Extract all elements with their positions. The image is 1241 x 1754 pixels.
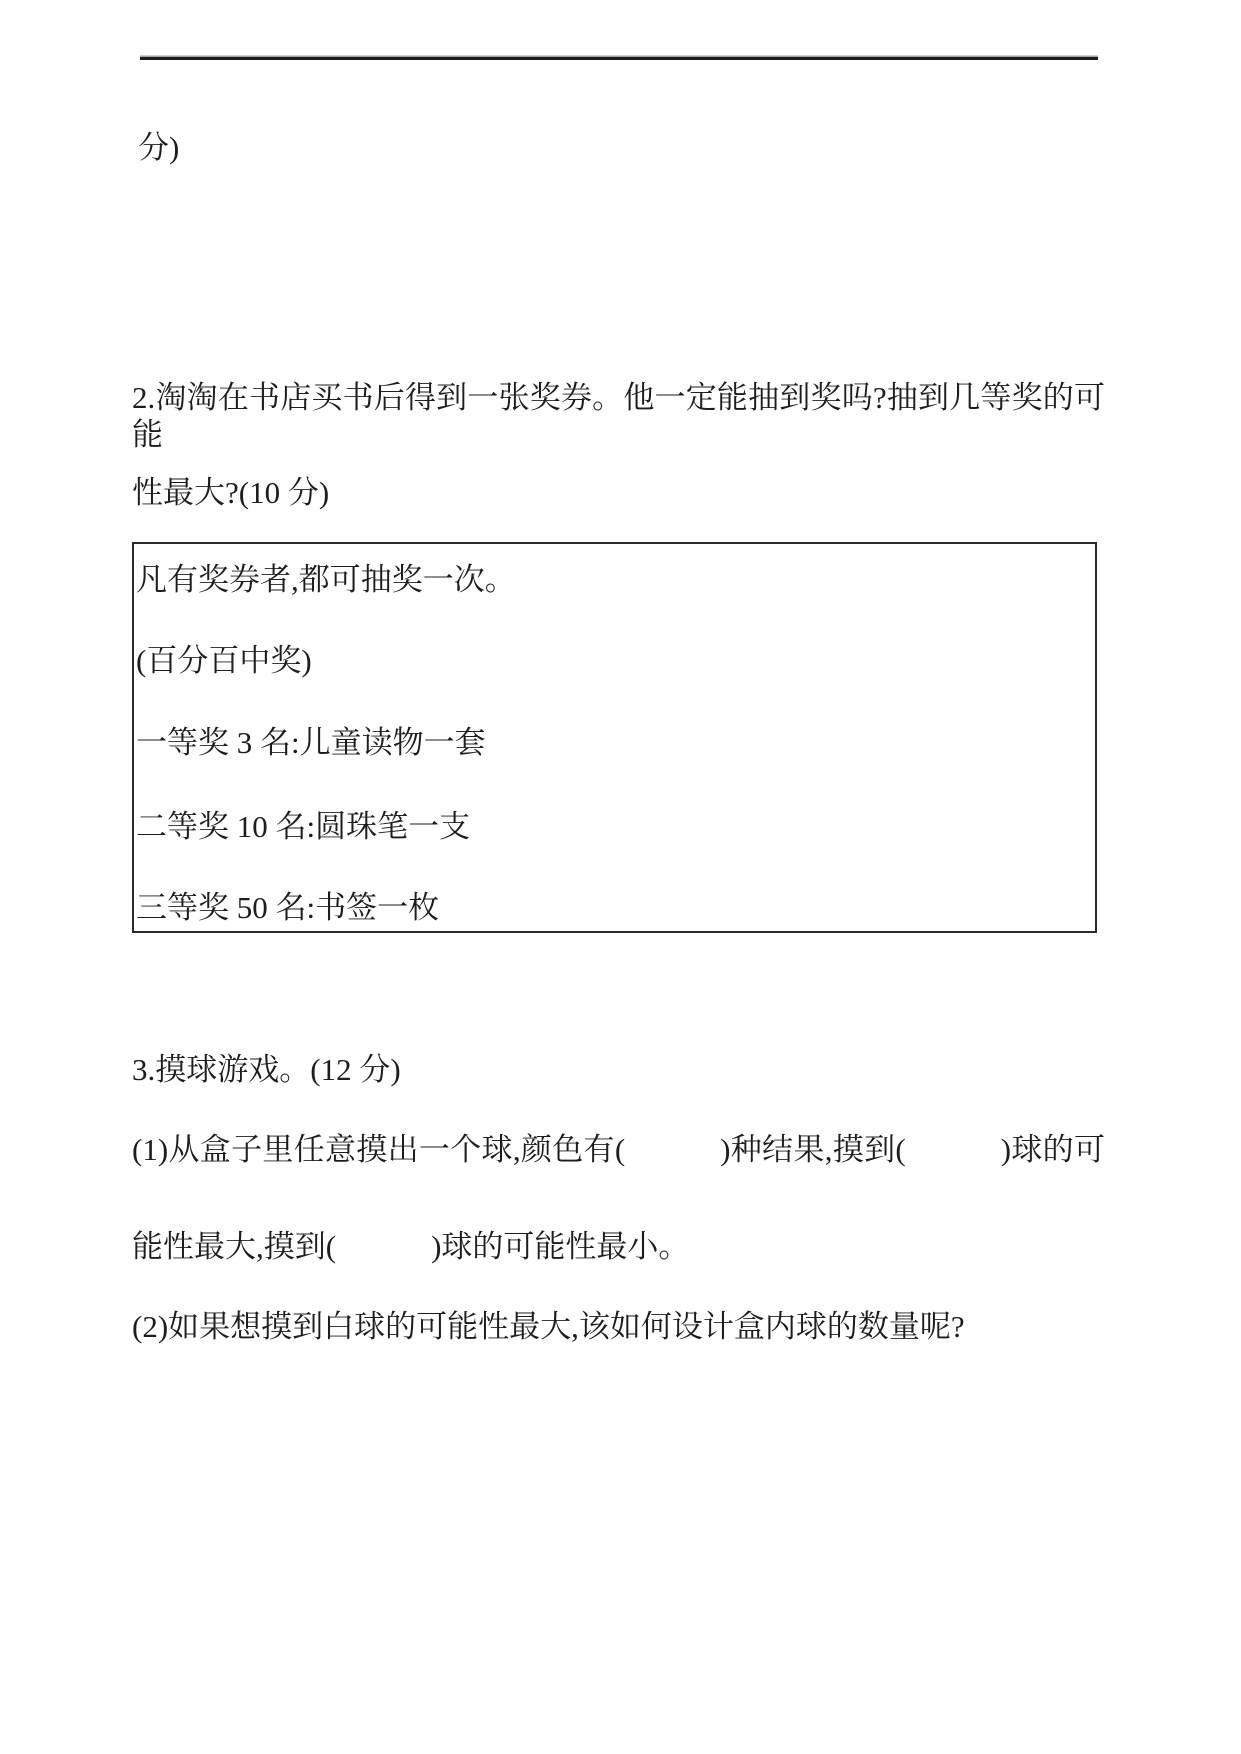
ticket-box-line-3: 一等奖 3 名:儿童读物一套: [136, 725, 486, 760]
question2-line1: 2.淘淘在书店买书后得到一张奖券。他一定能抽到奖吗?抽到几等奖的可能: [132, 380, 1105, 452]
question3-part1-line1: [132, 1132, 1105, 1169]
question3-title: 3.摸球游戏。(12 分): [132, 1052, 401, 1087]
ticket-box-line-1: 凡有奖券者,都可抽奖一次。: [136, 562, 516, 597]
q3-part1-line1-seg2: )种结果,摸到(: [720, 1132, 906, 1167]
header-divider-rule: [140, 57, 1098, 60]
q3-part1-line1-seg1: (1)从盒子里任意摸出一个球,颜色有(: [132, 1132, 626, 1167]
question3-part1-line2: [132, 1229, 689, 1266]
q3-part1-line2-seg2: )球的可能性最小。: [431, 1229, 690, 1264]
question3-part2: (2)如果想摸到白球的可能性最大,该如何设计盒内球的数量呢?: [132, 1309, 965, 1344]
q3-part1-line2-seg1: 能性最大,摸到(: [132, 1229, 337, 1264]
q3-part1-line1-seg3: )球的可: [1000, 1132, 1105, 1167]
ticket-box-line-4: 二等奖 10 名:圆珠笔一支: [136, 809, 471, 844]
carryover-fragment-text: 分): [138, 130, 180, 165]
question2-line2: 性最大?(10 分): [132, 475, 330, 510]
ticket-box-line-2: (百分百中奖): [136, 643, 312, 678]
lottery-ticket-box: [132, 542, 1097, 933]
ticket-box-line-5: 三等奖 50 名:书签一枚: [136, 890, 440, 925]
